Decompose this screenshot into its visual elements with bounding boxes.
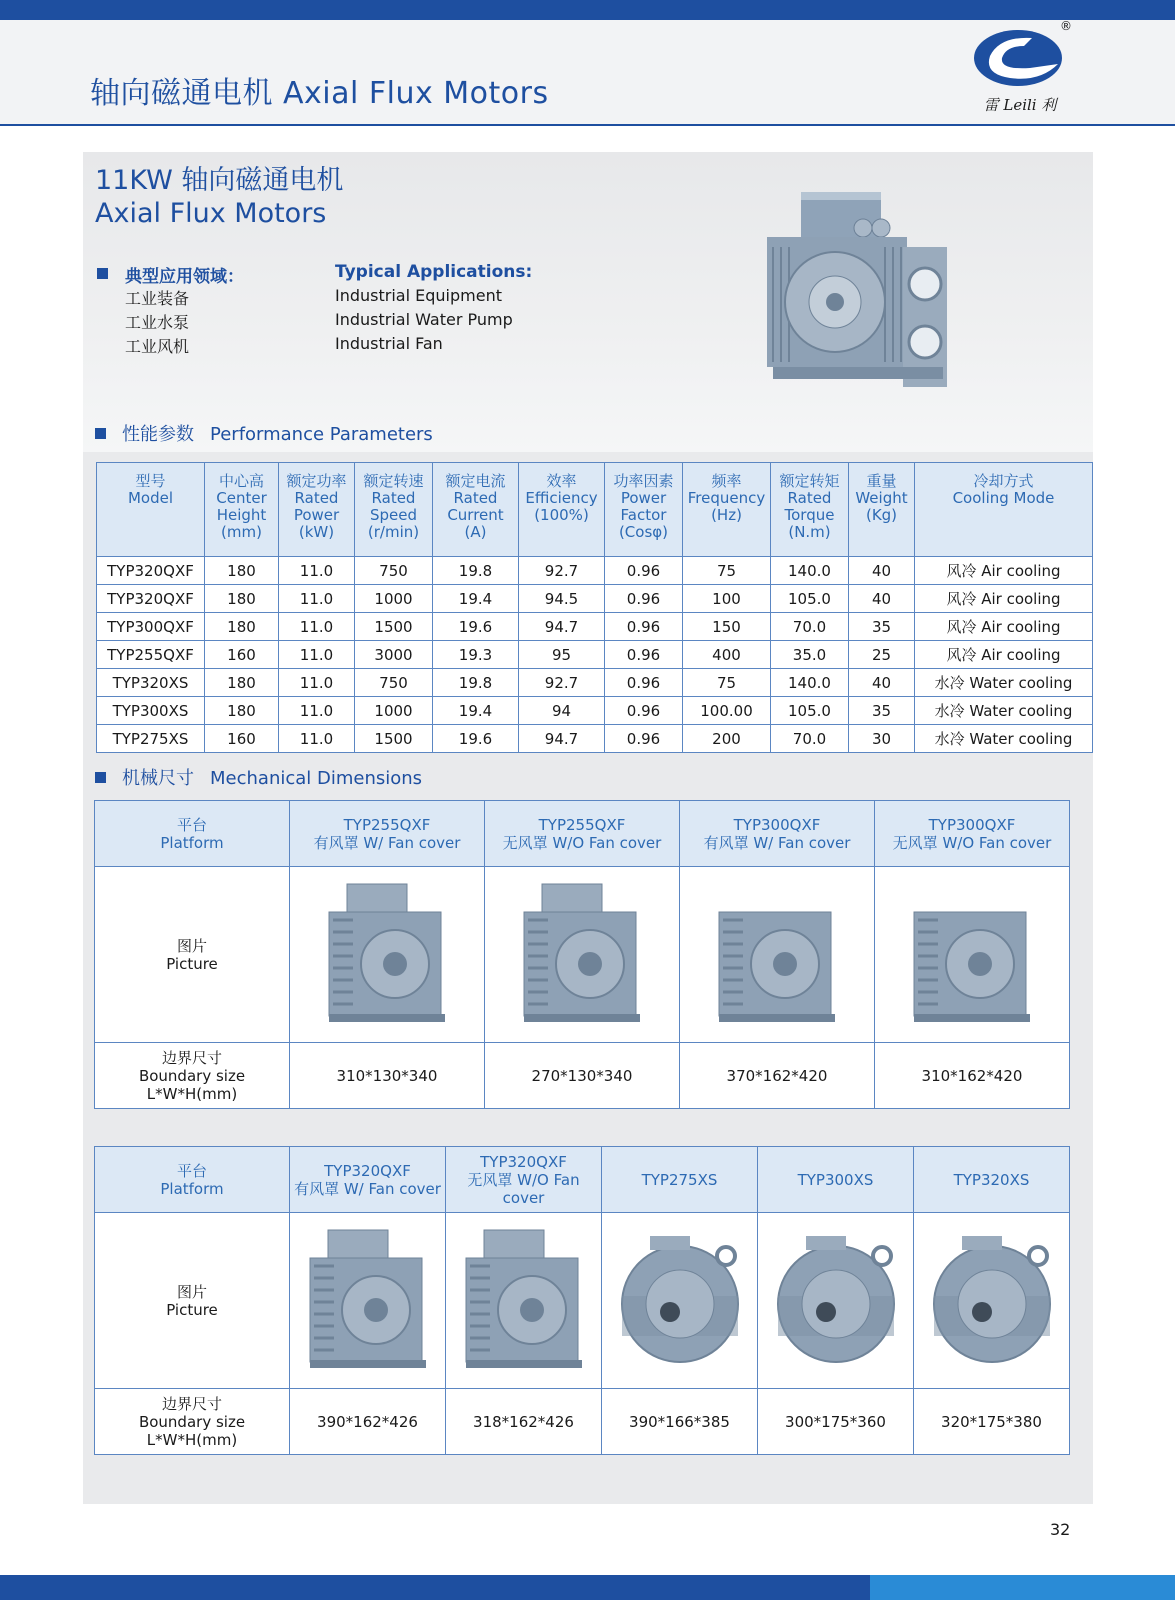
table-cell: 150: [683, 613, 771, 641]
application-zh: 工业装备: [125, 289, 190, 308]
performance-heading-zh: 性能参数: [122, 424, 194, 445]
applications-list: [95, 262, 695, 358]
table-cell: 风冷 Air cooling: [915, 557, 1093, 585]
platform-model-cell: [290, 801, 485, 867]
panel-intro: [83, 152, 1093, 452]
column-header-line: 中心高: [218, 472, 264, 490]
platform-variant: 无风罩 W/O Fan cover: [892, 833, 1052, 852]
table-cell: 11.0: [279, 697, 355, 725]
product-title-en: Axial Flux Motors: [95, 198, 327, 229]
platform-row: [95, 801, 1070, 867]
table-cell: 11.0: [279, 725, 355, 753]
column-header: [279, 463, 355, 557]
column-header: [205, 463, 279, 557]
column-header-line: (Cosφ): [618, 523, 669, 541]
picture-cell: [680, 867, 875, 1043]
label-en: Platform: [160, 1179, 224, 1198]
column-header: [849, 463, 915, 557]
platform-model: TYP300QXF: [928, 815, 1016, 834]
picture-label: [95, 1213, 290, 1389]
platform-model-cell: [602, 1147, 758, 1213]
table-cell: 风冷 Air cooling: [915, 613, 1093, 641]
dimensions-table-2: [94, 1146, 1070, 1455]
motor-picture: [902, 880, 1042, 1030]
boundary-size-cell: 320*175*380: [914, 1389, 1070, 1455]
picture-label: [95, 867, 290, 1043]
applications-heading-zh: 典型应用领域：: [125, 267, 244, 287]
label-zh: 边界尺寸: [161, 1394, 222, 1413]
column-header-line: 频率: [711, 472, 742, 490]
label-unit: L*W*H(mm): [146, 1084, 238, 1103]
table-cell: 75: [683, 557, 771, 585]
table-cell: TYP300QXF: [97, 613, 205, 641]
table-cell: 40: [849, 585, 915, 613]
table-cell: TYP275XS: [97, 725, 205, 753]
column-header-line: Torque: [784, 506, 835, 524]
table-cell: 19.8: [433, 669, 519, 697]
table-cell: TYP300XS: [97, 697, 205, 725]
platform-model-cell: [758, 1147, 914, 1213]
table-cell: 92.7: [519, 669, 605, 697]
column-header-line: Frequency: [687, 489, 766, 507]
table-cell: 94.5: [519, 585, 605, 613]
table-cell: 19.3: [433, 641, 519, 669]
table-header-row: [97, 463, 1093, 557]
table-cell: 3000: [355, 641, 433, 669]
table-cell: 风冷 Air cooling: [915, 641, 1093, 669]
label-en: Picture: [166, 954, 218, 973]
table-cell: 19.8: [433, 557, 519, 585]
picture-cell: [602, 1213, 758, 1389]
table-cell: 750: [355, 557, 433, 585]
motor-picture: [707, 880, 847, 1030]
page-title: 轴向磁通电机 Axial Flux Motors: [90, 76, 549, 111]
table-cell: 94: [519, 697, 605, 725]
table-cell: 100.00: [683, 697, 771, 725]
table-cell: 1500: [355, 613, 433, 641]
platform-variant: 有风罩 W/ Fan cover: [294, 1179, 441, 1198]
motor-picture: [298, 1226, 438, 1376]
table-cell: 70.0: [771, 613, 849, 641]
table-cell: 35: [849, 697, 915, 725]
label-unit: L*W*H(mm): [146, 1430, 238, 1449]
table-cell: 40: [849, 557, 915, 585]
motor-picture: [922, 1226, 1062, 1376]
logo-text: 雷 Leili 利: [983, 96, 1057, 114]
motor-picture: [512, 880, 652, 1030]
column-header-line: 效率: [546, 472, 577, 490]
bottom-bar-accent: [870, 1575, 1175, 1600]
column-header-line: (Kg): [865, 506, 898, 524]
column-header-line: 额定功率: [286, 472, 347, 490]
platform-variant: 有风罩 W/ Fan cover: [313, 833, 461, 852]
product-title-zh: 11KW 轴向磁通电机: [95, 165, 344, 196]
table-cell: 0.96: [605, 697, 683, 725]
table-cell: 风冷 Air cooling: [915, 585, 1093, 613]
boundary-size-cell: 370*162*420: [680, 1043, 875, 1109]
platform-model-cell: [290, 1147, 446, 1213]
table-cell: 100: [683, 585, 771, 613]
picture-cell: [758, 1213, 914, 1389]
table-cell: 40: [849, 669, 915, 697]
column-header-line: (Hz): [711, 506, 742, 524]
boundary-size-cell: 270*130*340: [485, 1043, 680, 1109]
column-header-line: 冷却方式: [973, 472, 1034, 490]
boundary-row: [95, 1043, 1070, 1109]
platform-model-cell: [680, 801, 875, 867]
table-cell: 水冷 Water cooling: [915, 697, 1093, 725]
platform-label: [95, 1147, 290, 1213]
list-item: [95, 310, 695, 334]
label-zh: 图片: [176, 1282, 207, 1301]
platform-model: TYP320QXF: [324, 1161, 411, 1180]
list-item: [95, 334, 695, 358]
mechanical-heading-zh: 机械尺寸: [122, 768, 194, 789]
column-header-line: (N.m): [788, 523, 831, 541]
column-header-line: (100%): [534, 506, 589, 524]
table-cell: 160: [205, 725, 279, 753]
page-number: 32: [1050, 1520, 1071, 1539]
application-zh: 工业水泵: [125, 313, 190, 332]
platform-model-cell: [875, 801, 1070, 867]
column-header-line: Model: [127, 489, 174, 507]
table-cell: 0.96: [605, 557, 683, 585]
table-cell: 11.0: [279, 669, 355, 697]
table-cell: 25: [849, 641, 915, 669]
table-cell: 94.7: [519, 725, 605, 753]
boundary-label: [95, 1389, 290, 1455]
table-cell: 200: [683, 725, 771, 753]
motor-picture: [610, 1226, 750, 1376]
table-cell: 19.6: [433, 725, 519, 753]
column-header: [519, 463, 605, 557]
table-cell: 11.0: [279, 613, 355, 641]
column-header: [915, 463, 1093, 557]
label-en: Platform: [160, 833, 224, 852]
performance-heading: [95, 420, 433, 446]
label-zh: 边界尺寸: [161, 1048, 222, 1067]
label-en: Boundary size: [138, 1412, 246, 1431]
picture-cell: [875, 867, 1070, 1043]
table-cell: 105.0: [771, 697, 849, 725]
table-cell: 75: [683, 669, 771, 697]
column-header-line: 额定转速: [363, 472, 424, 490]
table-row: [97, 725, 1093, 753]
table-cell: 1000: [355, 585, 433, 613]
picture-cell: [914, 1213, 1070, 1389]
platform-model-cell: [914, 1147, 1070, 1213]
table-cell: 180: [205, 697, 279, 725]
table-cell: TYP320QXF: [97, 557, 205, 585]
table-cell: 0.96: [605, 585, 683, 613]
table-cell: TYP320XS: [97, 669, 205, 697]
table-cell: TYP255QXF: [97, 641, 205, 669]
table-cell: 35: [849, 613, 915, 641]
platform-model: TYP300QXF: [733, 815, 821, 834]
column-header-line: Rated: [371, 489, 416, 507]
table-row: [97, 641, 1093, 669]
column-header-line: 额定电流: [445, 472, 506, 490]
column-header-line: Center: [216, 489, 267, 507]
column-header-line: Current: [447, 506, 504, 524]
motor-picture: [766, 1226, 906, 1376]
table-cell: 180: [205, 669, 279, 697]
column-header-line: Rated: [787, 489, 832, 507]
table-cell: 0.96: [605, 669, 683, 697]
column-header-line: (r/min): [367, 523, 420, 541]
list-item: [95, 286, 695, 310]
column-header: [605, 463, 683, 557]
boundary-size-cell: 390*162*426: [290, 1389, 446, 1455]
platform-model: TYP255QXF: [343, 815, 431, 834]
table-cell: 19.4: [433, 697, 519, 725]
column-header-line: Power: [620, 489, 667, 507]
bullet-square: [95, 772, 106, 783]
applications-heading-en: Typical Applications:: [335, 262, 533, 282]
performance-heading-en: Performance Parameters: [210, 424, 433, 445]
table-cell: 400: [683, 641, 771, 669]
table-cell: 94.7: [519, 613, 605, 641]
platform-label: [95, 801, 290, 867]
table-cell: 0.96: [605, 725, 683, 753]
column-header-line: 额定转矩: [779, 472, 840, 490]
table-cell: 180: [205, 585, 279, 613]
bullet-square: [97, 268, 108, 279]
table-cell: 70.0: [771, 725, 849, 753]
column-header: [683, 463, 771, 557]
bullet-square: [95, 428, 106, 439]
picture-row: [95, 1213, 1070, 1389]
table-cell: 750: [355, 669, 433, 697]
boundary-row: [95, 1389, 1070, 1455]
table-body: [97, 557, 1093, 753]
column-header-line: Weight: [855, 489, 908, 507]
boundary-label: [95, 1043, 290, 1109]
table-cell: 95: [519, 641, 605, 669]
platform-model-cell: [446, 1147, 602, 1213]
platform-model: TYP320XS: [953, 1170, 1030, 1189]
column-header: [433, 463, 519, 557]
table-cell: 140.0: [771, 669, 849, 697]
table-cell: 105.0: [771, 585, 849, 613]
table-cell: 水冷 Water cooling: [915, 725, 1093, 753]
table-row: [97, 669, 1093, 697]
application-zh: 工业风机: [125, 337, 190, 356]
boundary-size-cell: 310*130*340: [290, 1043, 485, 1109]
table-row: [97, 557, 1093, 585]
boundary-size-cell: 318*162*426: [446, 1389, 602, 1455]
table-cell: 0.96: [605, 641, 683, 669]
column-header-line: 型号: [135, 472, 166, 490]
column-header-line: Efficiency: [525, 489, 598, 507]
column-header-line: Cooling Mode: [952, 489, 1055, 507]
column-header-line: (A): [464, 523, 487, 541]
table-cell: 160: [205, 641, 279, 669]
motor-picture: [317, 880, 457, 1030]
application-en: Industrial Water Pump: [335, 310, 513, 329]
boundary-size-cell: 390*166*385: [602, 1389, 758, 1455]
table-cell: 11.0: [279, 585, 355, 613]
column-header-line: (mm): [221, 523, 262, 541]
table-cell: 19.4: [433, 585, 519, 613]
table-row: [97, 585, 1093, 613]
table-row: [97, 697, 1093, 725]
application-en: Industrial Equipment: [335, 286, 502, 305]
platform-model: TYP255QXF: [538, 815, 626, 834]
column-header: [355, 463, 433, 557]
platform-row: [95, 1147, 1070, 1213]
registered-mark: ®: [1060, 19, 1072, 33]
performance-table: [96, 462, 1093, 753]
dimensions-table-1: [94, 800, 1070, 1109]
label-zh: 平台: [176, 815, 207, 834]
product-title: [95, 164, 343, 230]
column-header-line: Speed: [369, 506, 418, 524]
column-header-line: Rated: [453, 489, 498, 507]
table-cell: 180: [205, 557, 279, 585]
platform-variant: 无风罩 W/O Fan cover: [502, 833, 662, 852]
column-header-line: (kW): [298, 523, 335, 541]
picture-cell: [485, 867, 680, 1043]
column-header-line: Height: [216, 506, 267, 524]
table-cell: 180: [205, 613, 279, 641]
picture-cell: [290, 867, 485, 1043]
label-en: Boundary size: [138, 1066, 246, 1085]
column-header-line: 重量: [866, 472, 897, 490]
applications-heading: [95, 262, 695, 286]
motor-hero-image: [763, 192, 953, 402]
label-zh: 图片: [176, 936, 207, 955]
picture-cell: [290, 1213, 446, 1389]
table-cell: 92.7: [519, 557, 605, 585]
table-cell: 35.0: [771, 641, 849, 669]
platform-model: TYP320QXF: [480, 1152, 567, 1171]
table-cell: 0.96: [605, 613, 683, 641]
table-cell: 水冷 Water cooling: [915, 669, 1093, 697]
application-en: Industrial Fan: [335, 334, 443, 353]
platform-variant: 有风罩 W/ Fan cover: [703, 833, 851, 852]
table-cell: 11.0: [279, 641, 355, 669]
platform-model: TYP300XS: [797, 1170, 874, 1189]
table-cell: 30: [849, 725, 915, 753]
table-cell: 19.6: [433, 613, 519, 641]
column-header-line: Power: [293, 506, 340, 524]
column-header-line: Rated: [294, 489, 339, 507]
mechanical-heading-en: Mechanical Dimensions: [210, 768, 423, 789]
platform-model: TYP275XS: [641, 1170, 718, 1189]
leili-logo-icon: [970, 16, 1080, 106]
boundary-size-cell: 300*175*360: [758, 1389, 914, 1455]
label-en: Picture: [166, 1300, 218, 1319]
platform-model-cell: [485, 801, 680, 867]
picture-cell: [446, 1213, 602, 1389]
table-cell: 1000: [355, 697, 433, 725]
table-cell: 1500: [355, 725, 433, 753]
table-cell: TYP320QXF: [97, 585, 205, 613]
picture-row: [95, 867, 1070, 1043]
content-panel: [83, 152, 1093, 1504]
table-cell: 11.0: [279, 557, 355, 585]
platform-variant: 无风罩 W/O Fan cover: [467, 1170, 580, 1207]
column-header-line: Factor: [620, 506, 667, 524]
column-header: [771, 463, 849, 557]
mechanical-heading: [95, 764, 422, 790]
label-zh: 平台: [176, 1161, 207, 1180]
table-cell: 140.0: [771, 557, 849, 585]
boundary-size-cell: 310*162*420: [875, 1043, 1070, 1109]
column-header-line: 功率因素: [613, 472, 674, 490]
table-row: [97, 613, 1093, 641]
motor-picture: [454, 1226, 594, 1376]
column-header: [97, 463, 205, 557]
